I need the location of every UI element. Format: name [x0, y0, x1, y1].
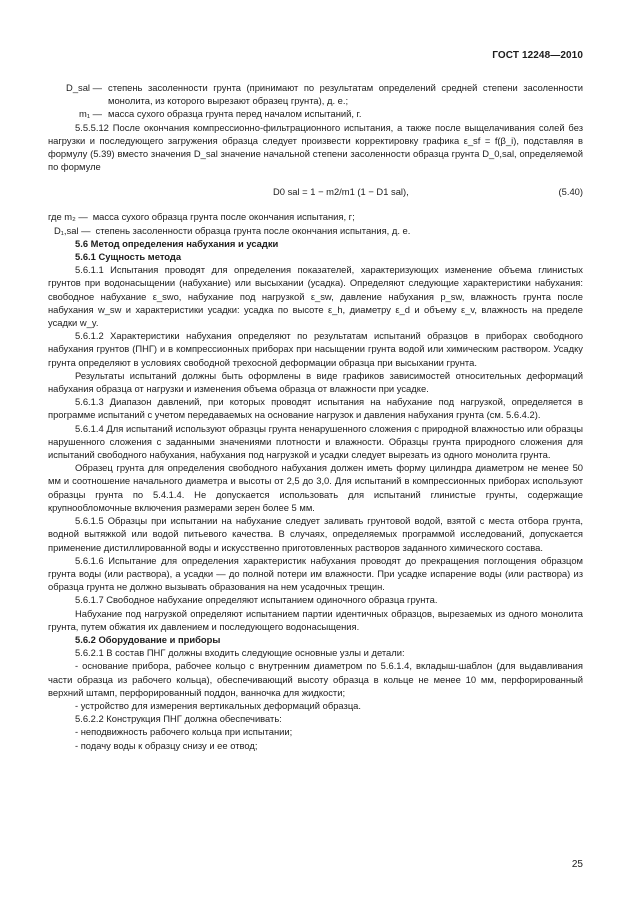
paragraph-5-6-1-6: 5.6.1.6 Испытание для определения характеристик набухания проводят до прекращения поглощения образцом грунта воды (или раствора), а усадки — до полной потери им влажности. При усадке испарение воды (или раствора) из образца грунта не должно вызывать образования на нем усадочных трещин. [48, 554, 583, 593]
paragraph-5-6-1-2: 5.6.1.2 Характеристики набухания определяют по результатам испытаний образцов в приборах свободного набухания грунтов (ПНГ) и в компрессионных приборах при насыщении грунта водой или химическим раствором. Усадку грунта определяют в условиях свободной трехосной деформации образца при высыхании грунта. [48, 330, 583, 368]
formula-5-40 [48, 181, 583, 203]
definition-text: масса сухого образца грунта после окончания испытания, г; [92, 211, 355, 223]
definition-m2 [48, 210, 583, 223]
list-item: - неподвижность рабочего кольца при испытании; [75, 726, 293, 738]
paragraph-5-6-1-5: 5.6.1.5 Образцы при испытании на набухание следует заливать грунтовой водой, взятой с места отбора грунта, водной вытяжкой или водой питьевого качества. В случаях, определяемых программой исследований, допускается применение дистиллированной воды и искусственно приготовленных растворов заданного химического состава. [48, 515, 583, 553]
list-item: - основание прибора, рабочее кольцо с внутренним диаметром по 5.6.1.4, вкладыш-шаблон (для выдавливания части образца из рабочего кольца), обеспечивающий высоту образца в кольце не менее 10 мм, перфорированный верхний штамп, перфорированный поддон, ванночка для жидкости; [48, 660, 583, 698]
paragraph-load: Набухание под нагрузкой определяют испытанием партии идентичных образцов, вырезаемых из одного монолита грунта, путем обжатия их давлением и последующего водонасыщения. [48, 607, 583, 632]
list-item: - подачу воды к образцу снизу и ее отвод; [75, 739, 258, 751]
section-heading-5-6-2: 5.6.2 Оборудование и приборы [75, 633, 221, 645]
document-header: ГОСТ 12248—2010 [492, 50, 583, 61]
formula-expression: D0 sal = 1 − m2/m1 (1 − D1 sal), [273, 186, 409, 198]
paragraph-5-6-1-3: 5.6.1.3 Диапазон давлений, при которых проводят испытания на набухание под нагрузкой, определяется в программе испытаний с учетом передаваемых на основание нагрузок и давления набухания грунта (см. 5.6.4.2). [48, 396, 583, 421]
paragraph-5-6-2-2: 5.6.2.2 Конструкция ПНГ должна обеспечивать: [75, 713, 282, 725]
paragraph-results: Результаты испытаний должны быть оформлены в виде графиков зависимостей относительных деформаций набухания образца от нагрузки и изменения объема образца от влажности при усадке. [48, 369, 583, 395]
definition-term: где m₂ — [48, 211, 88, 223]
paragraph-5-6-1-4: 5.6.1.4 Для испытаний используют образцы грунта ненарушенного сложения с природной влажностью или образцы нарушенного сложения с заданными значениями плотности и влажности. Образцы грунта природного сложения для испытаний свободного набухания, набухания под нагрузкой и усадки следует вырезать из одного монолита грунта. [48, 422, 583, 461]
section-heading-5-6-1: 5.6.1 Сущность метода [75, 251, 182, 263]
paragraph-5-5-5-12: 5.5.5.12 После окончания компрессионно-фильтрационного испытания, а также после выщелачивания солей без нагрузки и последующего загружения образца следует произвести корректировку графика ε_sf = f(β_i), подставляя в формулу (5.39) вместо значения D_sal значение начальной степени засоленности образца грунта D_0,sal, определяемой по формуле [48, 121, 583, 173]
paragraph-5-6-1-1: 5.6.1.1 Испытания проводят для определения показателей, характеризующих изменение объема глинистых грунтов при водонасыщении (набухание) или высыхании (усадка). Определяют следующие характеристики набухания: свободное набухание ε_swo, набухание под нагрузкой ε_sw, давление набухания p_sw, влажность грунта после набухания w_sw и характеристики усадки: усадка по высоте ε_h, диаметру ε_d и объему ε_v, влажность на пределе усадки w_y. [48, 264, 583, 329]
definition-d-sal [48, 81, 583, 107]
formula-number: (5.40) [558, 186, 583, 198]
paragraph-sample: Образец грунта для определения свободного набухания должен иметь форму цилиндра диаметром не менее 50 мм и соотношение начального диаметра и высоты от 2,5 до 3,0. Для испытаний в компрессионных приборах используют образцы грунта по 5.4.1.4. Не допускается использовать для испытаний глинистые грунты, содержащие крупнообломочные включения размерами зерен более 5 мм. [48, 462, 583, 513]
definition-term: D_sal — [66, 82, 102, 93]
list-item: - устройство для измерения вертикальных деформаций образца. [75, 699, 362, 711]
definition-term: m₁ — [79, 108, 102, 120]
section-heading-5-6: 5.6 Метод определения набухания и усадки [75, 237, 279, 249]
definition-term: D₁,sal — [54, 224, 91, 236]
definition-m1 [48, 107, 583, 120]
definition-d1-sal [48, 224, 583, 237]
definition-text: степень засоленности образца грунта после окончания испытания, д. е. [95, 224, 411, 236]
definition-text: степень засоленности грунта (принимают по результатам определений средней степени засоленности монолита, из которого вырезают образец грунта), д. е.; [108, 82, 583, 107]
page-content [48, 81, 583, 752]
paragraph-5-6-2-1: 5.6.2.1 В состав ПНГ должны входить следующие основные узлы и детали: [75, 647, 405, 659]
page-number: 25 [571, 859, 583, 870]
definition-text: масса сухого образца грунта перед началом испытаний, г. [108, 108, 362, 120]
paragraph-5-6-1-7: 5.6.1.7 Свободное набухание определяют испытанием одиночного образца грунта. [75, 594, 438, 606]
